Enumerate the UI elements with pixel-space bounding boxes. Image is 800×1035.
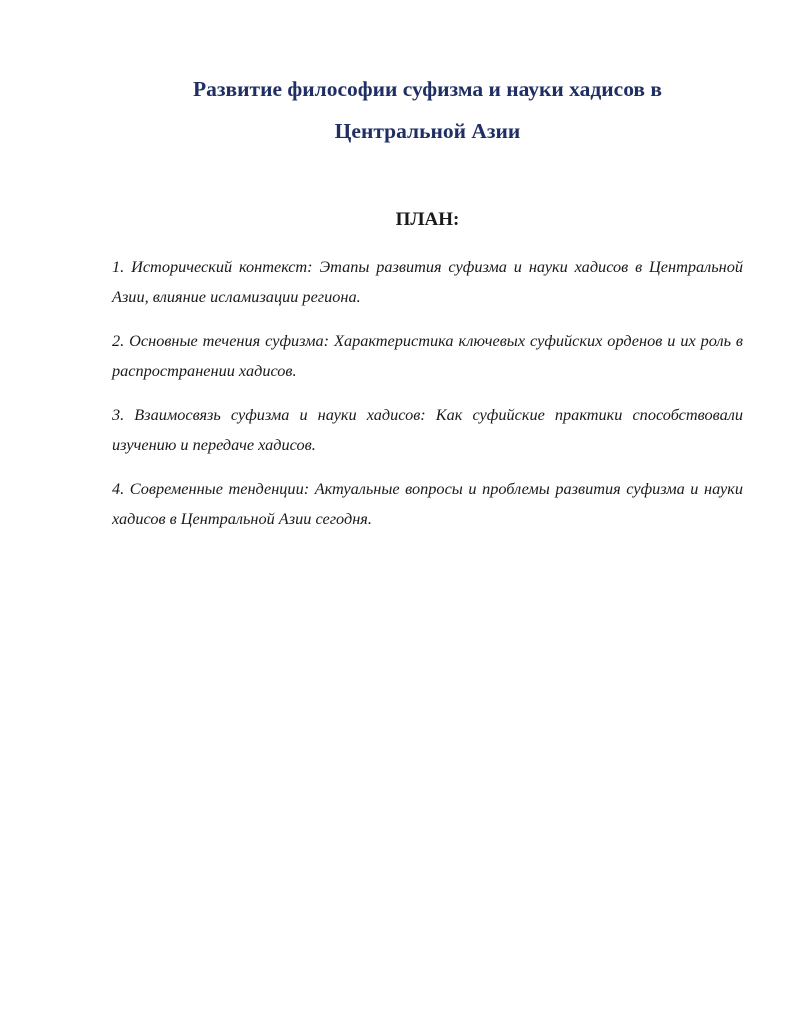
title-line-1: Развитие философии суфизма и науки хадисов в: [192, 77, 663, 101]
title-line-2: Центральной Азии: [334, 119, 521, 143]
plan-list: [112, 252, 743, 548]
plan-item-1: 1. Исторический контекст: Этапы развития суфизма и науки хадисов в Центральной Азии, влияние исламизации региона.: [112, 257, 743, 306]
plan-item-3: 3. Взаимосвязь суфизма и науки хадисов: Как суфийские практики способствовали изучению и передаче хадисов.: [112, 405, 743, 454]
plan-item-2: 2. Основные течения суфизма: Характеристика ключевых суфийских орденов и их роль в распространении хадисов.: [112, 331, 743, 380]
plan-item-4: 4. Современные тенденции: Актуальные вопросы и проблемы развития суфизма и науки хадисов в Центральной Азии сегодня.: [112, 479, 743, 528]
document-title: [112, 68, 743, 152]
plan-heading: ПЛАН:: [395, 209, 460, 230]
